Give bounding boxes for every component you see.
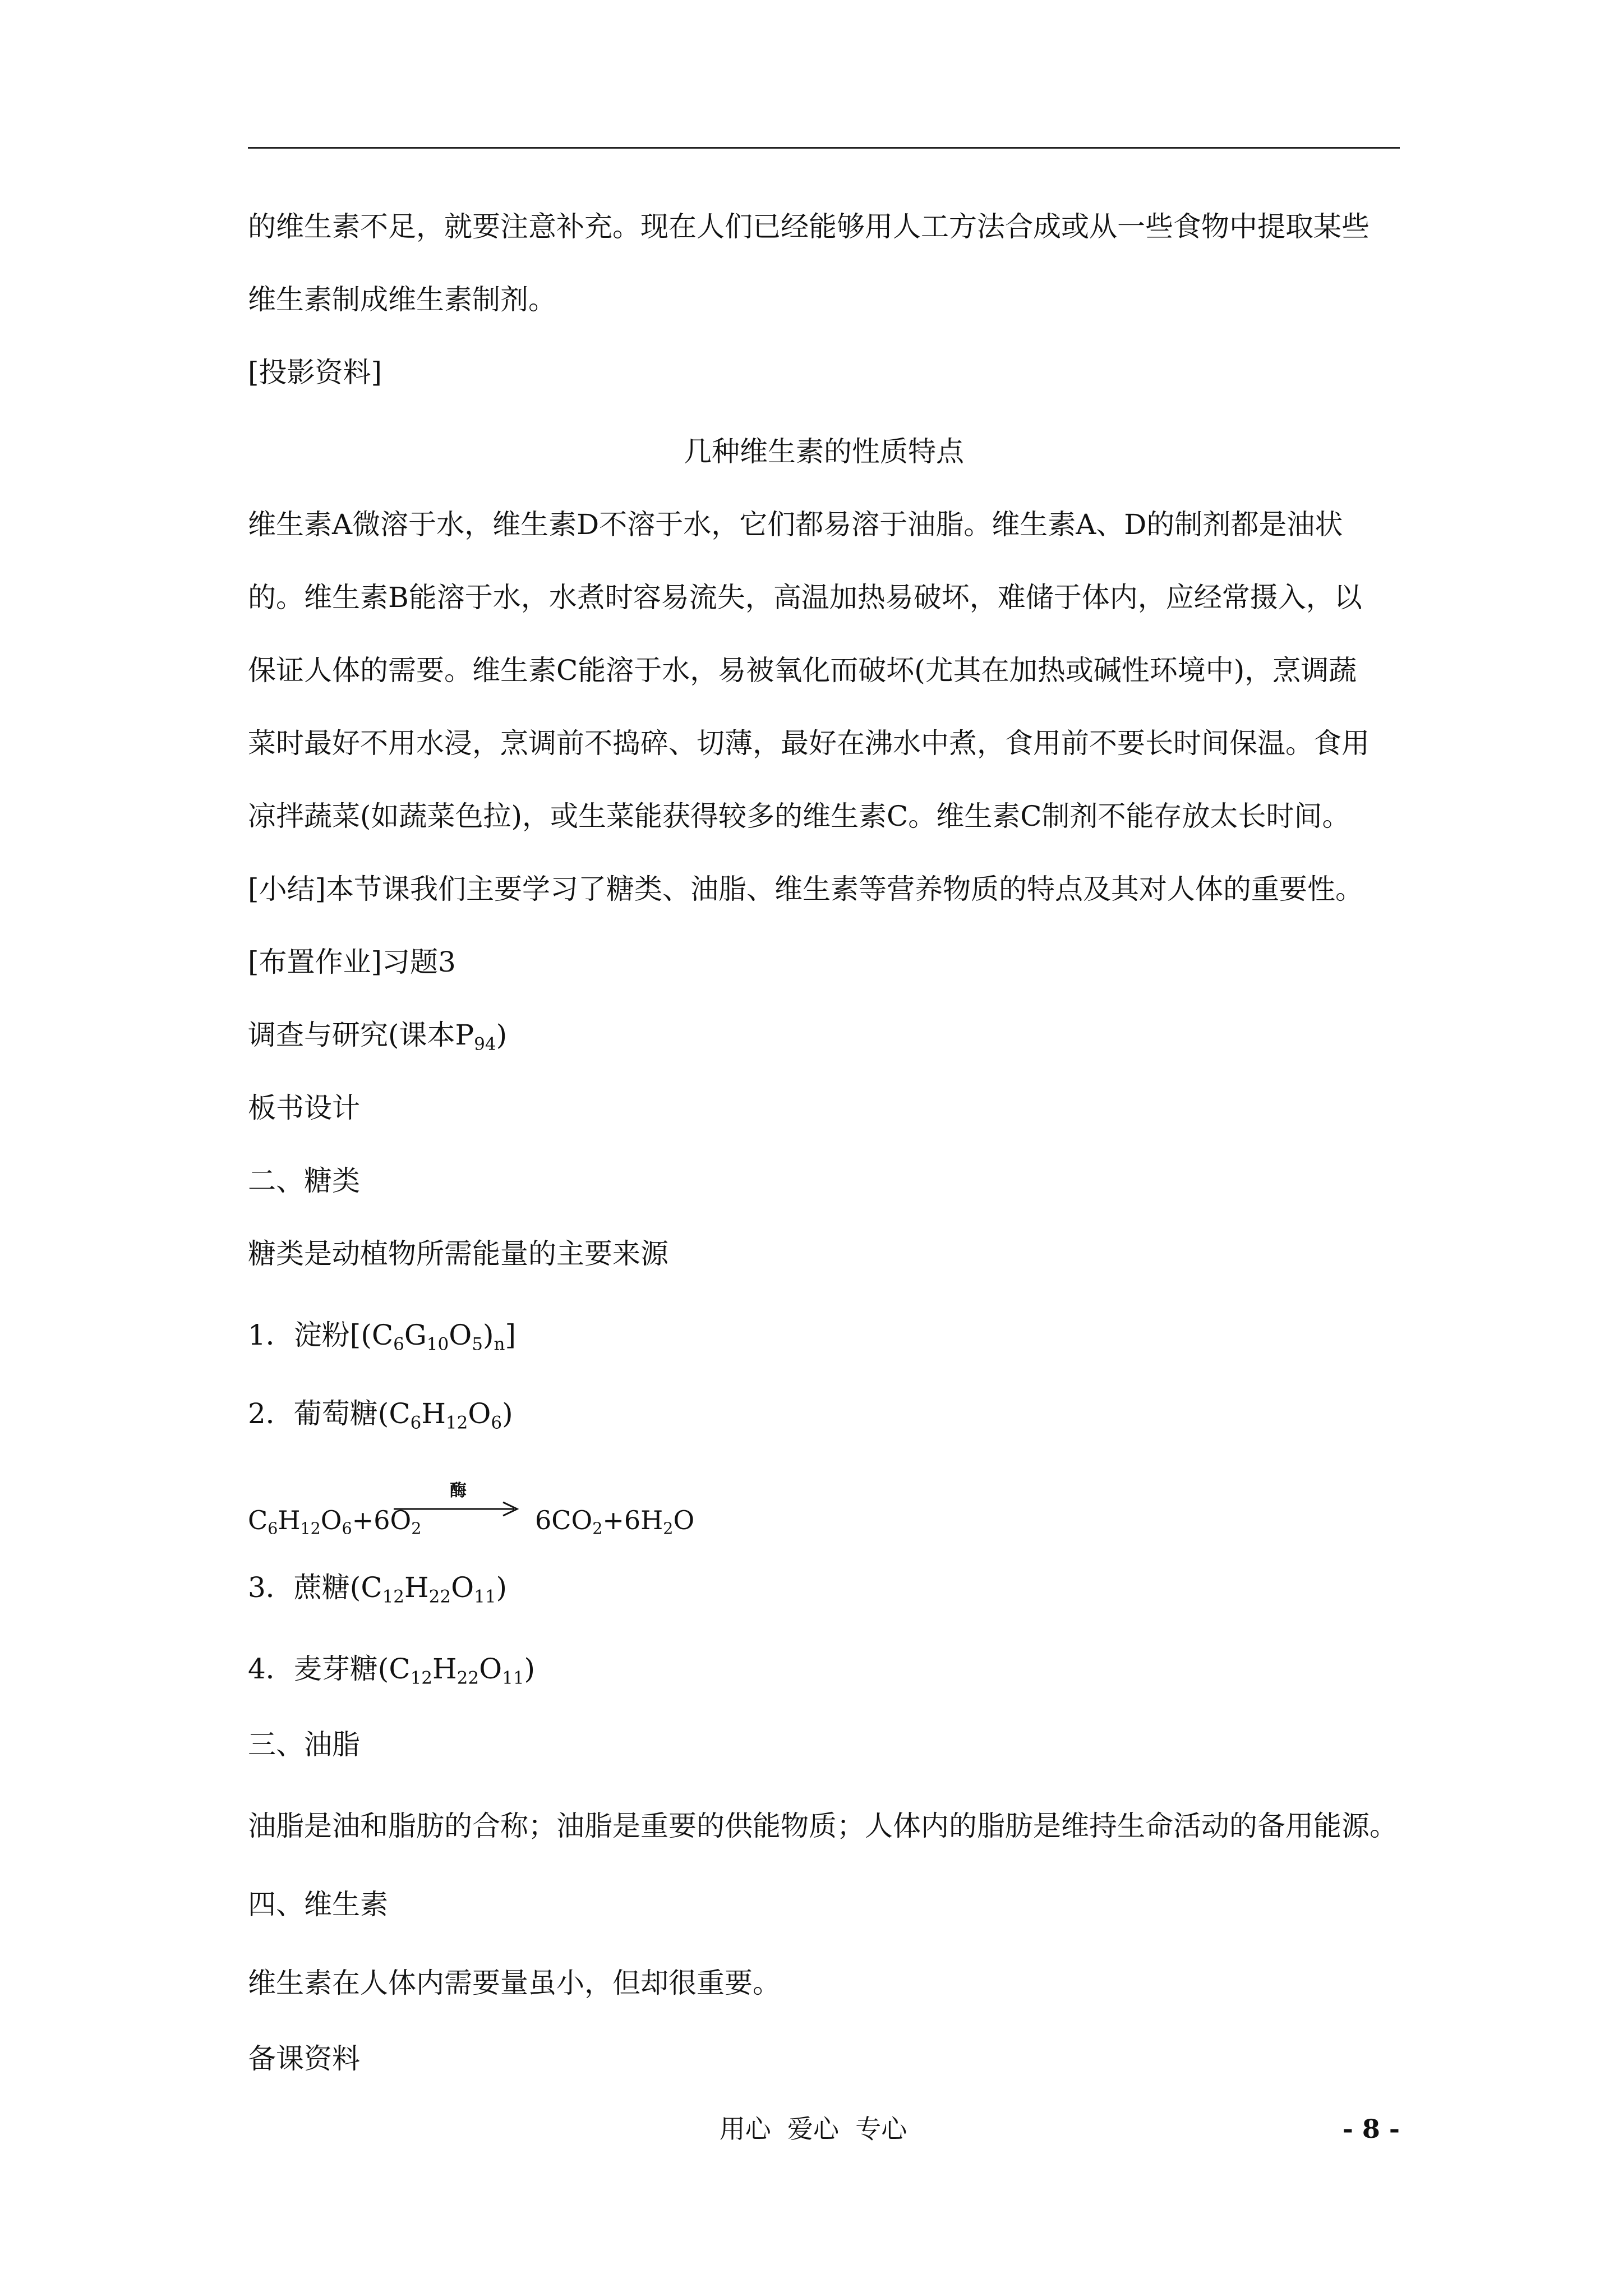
paragraph-line: 保证人体的需要。维生素C能溶于水，易被氧化而破坏(尤其在加热或碱性环境中)，烹调蔬 — [248, 654, 1357, 687]
list-item-glucose: 2．葡萄糖$(C_6H_{12}O_6)$ — [248, 1397, 513, 1433]
catalyst-label: 酶 — [450, 1481, 467, 1501]
footer-motto: 用心 爱心 专心 — [719, 2114, 907, 2144]
reactants: $C_6H_{12}O_6+6O_2$ — [248, 1505, 422, 1538]
heading-fats: 三、油脂 — [248, 1728, 360, 1761]
lesson-prep-heading: 备课资料 — [248, 2042, 360, 2075]
list-item-sucrose: 3．蔗糖$(C_{12}H_{22}O_{11})$ — [248, 1571, 508, 1607]
heading-carbohydrates: 二、糖类 — [248, 1165, 360, 1197]
heading-vitamins: 四、维生素 — [248, 1888, 388, 1921]
products: $6CO_2+6H_2O$ — [535, 1505, 695, 1538]
section-label-projection: [投影资料] — [248, 356, 382, 389]
survey-line: 调查与研究(课本$P_{94}$) — [248, 1019, 508, 1055]
list-item-starch: 1．淀粉$[(C_6G_{10}O_5)_n]$ — [248, 1319, 516, 1355]
paragraph-line: 维生素在人体内需要量虽小，但却很重要。 — [248, 1967, 781, 1999]
arrow-right-icon — [388, 1498, 528, 1520]
reaction-arrow — [388, 1481, 528, 1543]
list-item-maltose: 4．麦芽糖$(C_{12}H_{22}O_{11})$ — [248, 1653, 536, 1688]
page-number: - 8 - — [1342, 2114, 1400, 2144]
homework-line: [布置作业]习题3 — [248, 946, 456, 978]
blackboard-design-heading: 板书设计 — [248, 1092, 360, 1124]
summary-line: [小结]本节课我们主要学习了糖类、油脂、维生素等营养物质的特点及其对人体的重要性。 — [248, 873, 1364, 905]
paragraph-line: 的。维生素B能溶于水，水煮时容易流失，高温加热易破坏，难储于体内，应经常摄入，以 — [248, 581, 1362, 614]
paragraph-line: 维生素A微溶于水，维生素D不溶于水，它们都易溶于油脂。维生素A、D的制剂都是油状 — [248, 508, 1343, 541]
paragraph-line: 凉拌蔬菜(如蔬菜色拉)，或生菜能获得较多的维生素C。维生素C制剂不能存放太长时间。 — [248, 800, 1350, 832]
paragraph-line: 的维生素不足，就要注意补充。现在人们已经能够用人工方法合成或从一些食物中提取某些 — [248, 210, 1370, 243]
table-title: 几种维生素的性质特点 — [684, 435, 964, 468]
paragraph-line: 油脂是油和脂肪的合称；油脂是重要的供能物质；人体内的脂肪是维持生命活动的备用能源。 — [248, 1810, 1398, 1842]
paragraph-line: 维生素制成维生素制剂。 — [248, 283, 556, 316]
header-rule — [248, 147, 1400, 149]
paragraph-line: 菜时最好不用水浸，烹调前不捣碎、切薄，最好在沸水中煮，食用前不要长时间保温。食用 — [248, 727, 1370, 760]
paragraph-line: 糖类是动植物所需能量的主要来源 — [248, 1237, 668, 1270]
